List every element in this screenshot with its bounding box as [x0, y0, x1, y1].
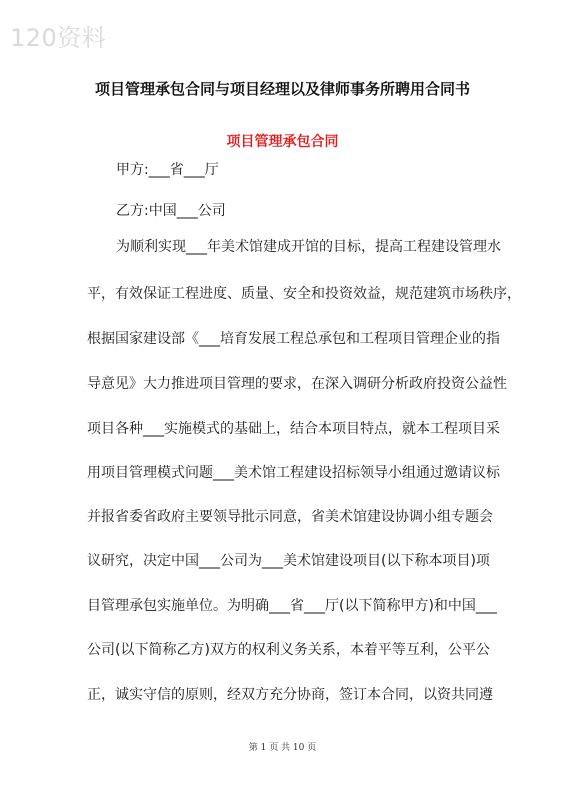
watermark-logo: 120资料: [10, 24, 107, 52]
section-title: 项目管理承包合同: [226, 134, 339, 150]
paragraph-line: 根据国家建设部《___培育发展工程总承包和工程项目管理企业的指: [87, 331, 500, 347]
party-a-line: 甲方:___省___厅: [116, 162, 219, 178]
party-b-line: 乙方:中国___公司: [116, 203, 226, 219]
paragraph-line: 目管理承包实施单位。为明确___省___厅(以下简称甲方)和中国___: [87, 598, 497, 614]
paragraph-line: 用项目管理模式问题___美术馆工程建设招标领导小组通过邀请议标: [87, 465, 500, 481]
paragraph-line: 为顺利实现___年美术馆建成开馆的目标，提高工程建设管理水: [116, 239, 501, 255]
paragraph-line: 议研究，决定中国___公司为___美术馆建设项目(以下称本项目)项: [87, 553, 490, 569]
paragraph-line: 正，诚实守信的原则，经双方充分协商，签订本合同，以资共同遵: [87, 687, 493, 703]
paragraph-line: 项目各种___实施模式的基础上，结合本项目特点，就本工程项目采: [87, 421, 500, 437]
paragraph-line: 公司(以下简称乙方)双方的权利义务关系，本着平等互利，公平公: [87, 642, 490, 658]
document-title: 项目管理承包合同与项目经理以及律师事务所聘用合同书: [94, 80, 470, 98]
paragraph-line: 平，有效保证工程进度、质量、安全和投资效益，规范建筑市场秩序，: [87, 286, 521, 302]
page-number-footer: 第 1 页 共 10 页: [248, 743, 317, 753]
paragraph-line: 导意见》大力推进项目管理的要求，在深入调研分析政府投资公益性: [87, 376, 507, 392]
paragraph-line: 并报省委省政府主要领导批示同意，省美术馆建设协调小组专题会: [87, 509, 493, 525]
